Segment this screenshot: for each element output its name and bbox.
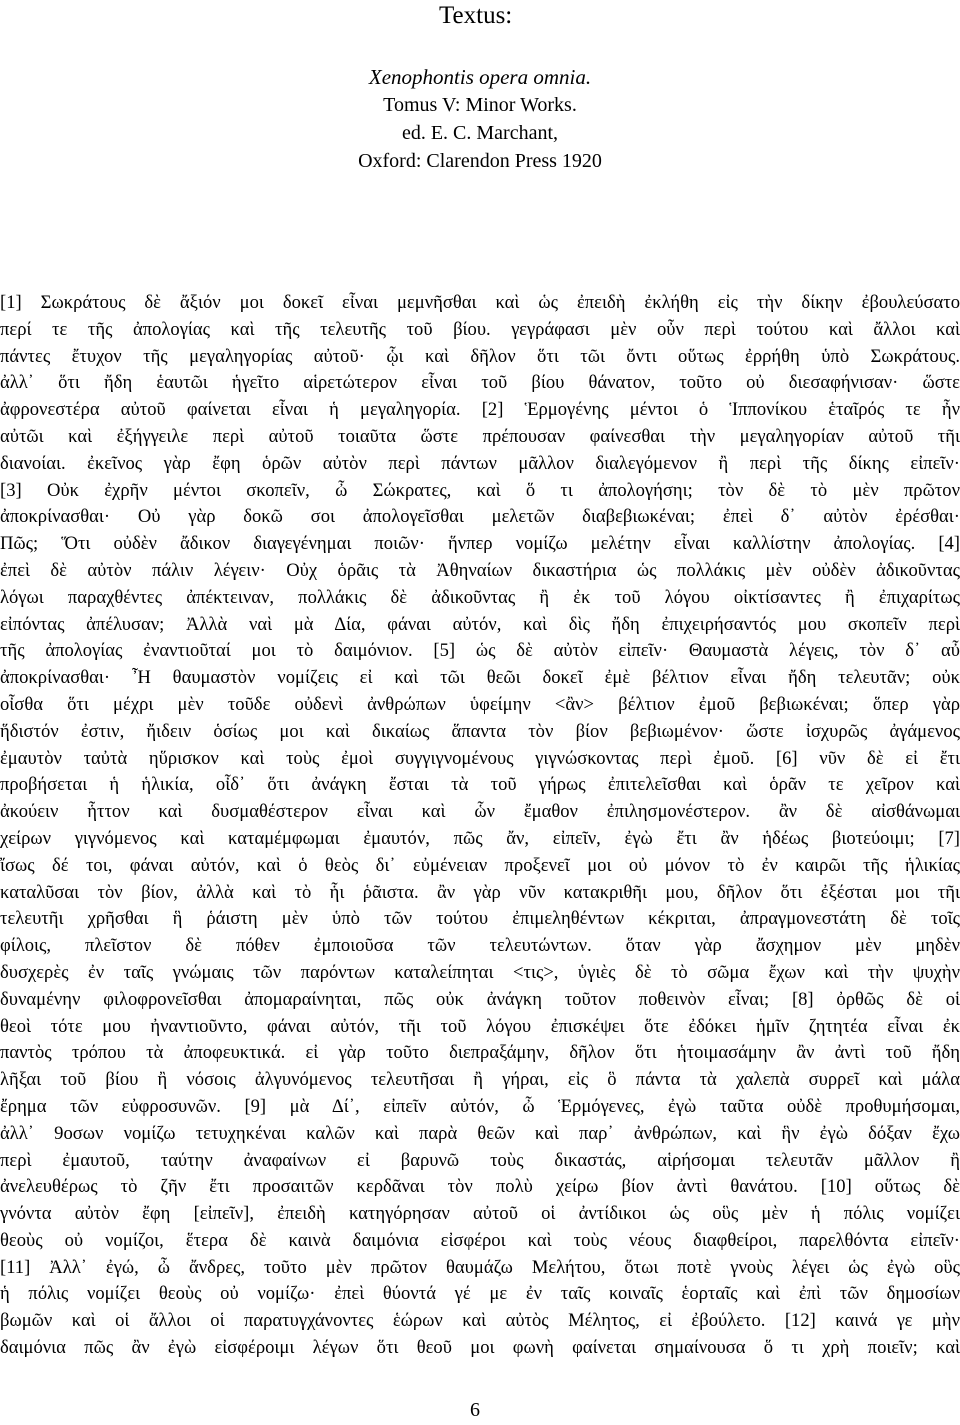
greek-text-body — [0, 290, 960, 1362]
text-line: λόγωι παραχθέντες ἀπέκτειναν, πολλάκις δὲ ἀδικοῦντας ἢ ἐκ τοῦ λόγου οἰκτίσαντες ἢ ἐπιχαρίτως — [0, 586, 960, 608]
text-line: καταλῦσαι τὸν βίον, ἀλλὰ καὶ τὸ ἧι ῥᾶιστα. ἂν γὰρ νῦν κατακριθῆι μου, δῆλον ὅτι ἐξέσται μοι τῆι — [0, 881, 960, 903]
text-line: ἀνελευθέρως τὸ ζῆν ἔτι προσαιτῶν κερδᾶναι τὸν πολὺ χείρω βίον ἀντὶ θανάτου. [10] οὕτως δὲ — [0, 1176, 960, 1198]
text-line: ἔρημα τῶν εὐφροσυνῶν. [9] μὰ Δί᾽, εἰπεῖν αὐτόν, ὦ Ἑρμόγενες, ἐγὼ ταῦτα οὐδὲ προθυμήσομαι, — [0, 1095, 960, 1117]
text-line: ἡ πόλις νομίζει θεοὺς οὐ νομίζω· ἐπεὶ θύοντά γέ με ἐν ταῖς κοιναῖς ἑορταῖς καὶ ἐπὶ τῶν δημοσίων — [0, 1283, 960, 1305]
text-line: διανοίαι. ἐκεῖνος γὰρ ἔφη ὁρῶν αὐτὸν περὶ πάντων μᾶλλον διαλεγόμενον ἢ περὶ τῆς δίκης εἰπεῖν· — [0, 452, 960, 474]
text-line: [3] Οὐκ ἐχρῆν μέντοι σκοπεῖν, ὦ Σώκρατες, καὶ ὅ τι ἀπολογήσηι; τὸν δὲ τὸ μὲν πρῶτον — [0, 479, 960, 501]
work-title: Xenophontis opera omnia. — [368, 65, 592, 89]
text-line: τῆς ἀπολογίας ἐναντιοῦταί μοι τὸ δαιμόνιον. [5] ὡς δὲ αὐτὸν εἰπεῖν· Θαυμαστὰ λέγεις, τὸν δ᾽ αὖ — [0, 640, 960, 662]
text-line: ἐπεὶ δὲ αὐτὸν πάλιν λέγειν· Οὐχ ὁρᾶις τὰ Ἀθηναίων δικαστήρια ὡς πολλάκις μὲν οὐδὲν ἀδικοῦντας — [0, 559, 960, 581]
text-line: βωμῶν καὶ οἱ ἄλλοι οἱ παρατυγχάνοντες ἑώρων καὶ αὐτὸς Μέλητος, εἰ ἐβούλετο. [12] καινά γε μὴν — [0, 1310, 960, 1332]
text-line: τελευτῆι χρῆσθαι ἣ ῥάιστη μὲν ὑπὸ τῶν τούτου ἐπιμεληθέντων κέκριται, ἀπραγμονεστάτη δὲ τοῖς — [0, 908, 960, 930]
text-line: περὶ ἐμαυτοῦ, ταύτην ἀναφαίνων εἰ βαρυνῶ τοὺς δικαστάς, αἱρήσομαι τελευτᾶν μᾶλλον ἢ — [0, 1149, 960, 1171]
text-line: ἐμαυτὸν ταὐτὰ ηὕρισκον καὶ τοὺς ἐμοὶ συγγιγνομένους γιγνώσκοντας περὶ ἐμοῦ. [6] νῦν δὲ εἰ ἔτι — [0, 747, 960, 769]
text-line: δαιμόνια πῶς ἂν ἐγὼ εἰσφέροιμι λέγων ὅτι θεοῦ μοι φωνὴ φαίνεται σημαίνουσα ὅ τι χρὴ ποιεῖν; καὶ — [0, 1337, 960, 1359]
text-line: θεοὶ τότε μου ἠναντιοῦντο, φάναι αὐτόν, τῆι τοῦ λόγου ἐπισκέψει ὅτε ἐδόκει ἡμῖν ζητητέα εἶναι ἐκ — [0, 1015, 960, 1037]
text-line: οἶσθα ὅτι μέχρι μὲν τοῦδε οὐδενὶ ἀνθρώπων ὑφείμην <ἂν> βέλτιον ἐμοῦ βεβιωκέναι; ὅπερ γὰρ — [0, 693, 960, 715]
text-line: ἀκούειν ἧττον καὶ δυσμαθέστερον εἶναι καὶ ὧν ἔμαθον ἐπιλησμονέστερον. ἂν δὲ αἰσθάνωμαι — [0, 801, 960, 823]
text-line: χείρων γιγνόμενος καὶ καταμέμφωμαι ἐμαυτόν, πῶς ἄν, εἰπεῖν, ἐγὼ ἔτι ἂν ἡδέως βιοτεύοιμι; [7] — [0, 827, 960, 849]
text-line: φίλοις, πλεῖστον δὲ πόθεν ἐμποιοῦσα τῶν τελευτώντων. ὅταν γὰρ ἄσχημον μὲν μηδὲν — [0, 935, 960, 957]
text-line: ἀποκρίνασθαι· Οὐ γὰρ δοκῶ σοι ἀπολογεῖσθαι μελετῶν διαβεβιωκέναι; ἐπεὶ δ᾽ αὐτὸν ἐρέσθαι· — [0, 506, 960, 528]
text-line: [1] Σωκράτους δὲ ἄξιόν μοι δοκεῖ εἶναι μεμνῆσθαι καὶ ὡς ἐπειδὴ ἐκλήθη εἰς τὴν δίκην ἐβουλεύσατο — [0, 292, 960, 313]
text-line: δυσχερὲς ἐν ταῖς γνώμαις τῶν παρόντων καταλείπηται <τις>, ὑγιὲς δὲ τὸ σῶμα ἔχων καὶ τὴν ψυχὴν — [0, 961, 960, 983]
text-line: ἴσως δέ τοι, φάναι αὐτόν, καὶ ὁ θεὸς δι᾽ εὐμένειαν προξενεῖ μοι οὐ μόνον τὸ ἐν καιρῶι τῆς ἡλικίας — [0, 854, 960, 876]
text-line: ἀλλ᾽ ὅτι ἤδη ἑαυτῶι ἡγεῖτο αἱρετώτερον εἶναι τοῦ βίου θάνατον, τοῦτο οὐ διεσαφήνισαν· ὥστε — [0, 372, 960, 394]
text-line: ἀλλ᾽ 9οσων νομίζω τετυχηκέναι καλῶν καὶ παρὰ θεῶν καὶ παρ᾽ ἀνθρώπων, καὶ ἣν ἐγὼ δόξαν ἔχω — [0, 1122, 960, 1144]
publisher-info: Oxford: Clarendon Press 1920 — [358, 150, 602, 172]
page-number: 6 — [470, 1399, 480, 1421]
citation-block — [300, 63, 660, 175]
text-line: εἰπόντας ἀπέλυσαν; Ἀλλὰ ναὶ μὰ Δία, φάναι αὐτόν, καὶ δὶς ἤδη ἐπιχειρήσαντός μου σκοπεῖν περὶ — [0, 613, 960, 635]
text-line: λῆξαι τοῦ βίου ἢ νόσοις ἀλγυνόμενος τελευτῆσαι ἢ γήραι, εἰς ὃ πάντα τὰ χαλεπὰ συρρεῖ καὶ μάλα — [0, 1069, 960, 1091]
editor-info: ed. E. C. Marchant, — [401, 122, 559, 144]
text-line: περί τε τῆς ἀπολογίας καὶ τῆς τελευτῆς τοῦ βίου. γεγράφασι μὲν οὖν περὶ τούτου καὶ ἄλλοι καὶ — [0, 318, 960, 340]
text-line: αὐτῶι καὶ ἐξήγγειλε περὶ αὐτοῦ τοιαῦτα ὥστε πρέπουσαν φαίνεσθαι τὴν μεγαληγορίαν αὐτοῦ τῆι — [0, 425, 960, 447]
text-line: ἀφρονεστέρα αὐτοῦ φαίνεται εἶναι ἡ μεγαληγορία. [2] Ἑρμογένης μέντοι ὁ Ἱππονίκου ἑταῖρός τε ἦν — [0, 399, 960, 421]
text-line: γνόντα αὐτὸν ἔφη [εἰπεῖν], ἐπειδὴ κατηγόρησαν αὐτοῦ οἱ ἀντίδικοι ὡς οὓς μὲν ἡ πόλις νομίζει — [0, 1203, 960, 1225]
text-line: ἀποκρίνασθαι· Ἦ θαυμαστὸν νομίζεις εἰ καὶ τῶι θεῶι δοκεῖ ἐμὲ βέλτιον εἶναι ἤδη τελευτᾶν; οὐκ — [0, 667, 960, 689]
text-line: προβήσεται ἡ ἡλικία, οἶδ᾽ ὅτι ἀνάγκη ἔσται τὰ τοῦ γήρως ἐπιτελεῖσθαι καὶ ὁρᾶν τε χεῖρον καὶ — [0, 774, 960, 796]
text-line: [11] Ἀλλ᾽ ἐγώ, ὦ ἄνδρες, τοῦτο μὲν πρῶτον θαυμάζω Μελήτου, ὅτωι ποτὲ γνοὺς λέγει ὡς ἐγὼ οὓς — [0, 1256, 960, 1278]
text-line: θεοὺς οὐ νομίζοι, ἕτερα δὲ καινὰ δαιμόνια εἰσφέροι καὶ τοὺς νέους διαφθείροι, παρελθόντα εἰπεῖν· — [0, 1229, 960, 1251]
text-line: ἥδιστόν ἐστιν, ἤιδειν ὁσίως μοι καὶ δικαίως ἅπαντα τὸν βίον βεβιωμένον· ὥστε ἰσχυρῶς ἀγάμενος — [0, 720, 960, 742]
page-heading: Textus: — [439, 2, 513, 29]
text-line: πάντες ἔτυχον τῆς μεγαληγορίας αὐτοῦ· ᾧι καὶ δῆλον ὅτι τῶι ὄντι οὕτως ἐρρήθη ὑπὸ Σωκράτους. — [0, 345, 960, 367]
text-line: δυναμένην φιλοφρονεῖσθαι ἀπομαραίνηται, πῶς οὐκ ἀνάγκη τοῦτον ποθεινὸν εἶναι; [8] ὀρθῶς δὲ οἱ — [0, 988, 960, 1010]
text-line: παντὸς τρόπου τὰ ἀποφευκτικά. εἰ γὰρ τοῦτο διεπραξάμην, δῆλον ὅτι ἡτοιμασάμην ἂν ἀντὶ τοῦ ἤδη — [0, 1042, 960, 1064]
text-line: Πῶς; Ὅτι οὐδὲν ἄδικον διαγεγένημαι ποιῶν· ἥνπερ νομίζω μελέτην εἶναι καλλίστην ἀπολογίας. [4] — [0, 533, 960, 555]
volume-info: Tomus V: Minor Works. — [383, 94, 577, 116]
